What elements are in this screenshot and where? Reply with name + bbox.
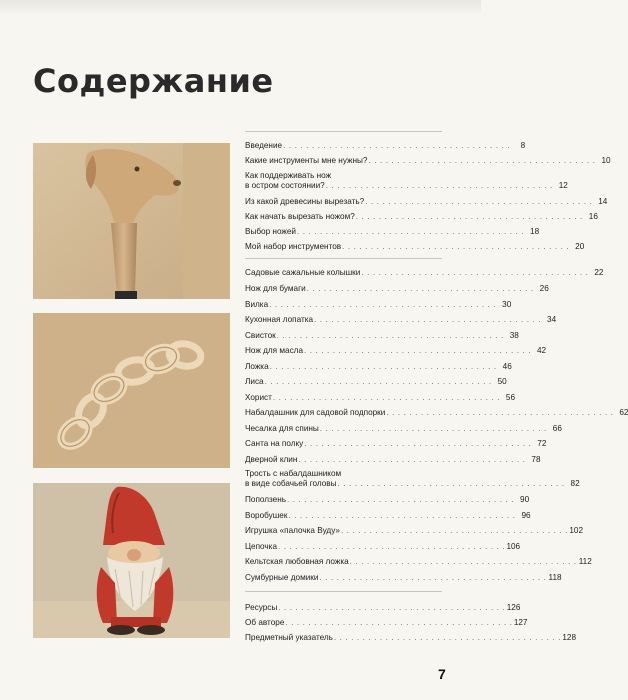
toc-leader: . . . . . . . . . . . . . . . . . . . . . . . . . . . . . . . . . . . . . . . . [264, 377, 492, 386]
toc-entry-label: Какие инструменты мне нужны? [245, 156, 368, 165]
toc-entry[interactable] [245, 408, 628, 418]
toc-entry[interactable] [245, 469, 580, 489]
toc-leader: . . . . . . . . . . . . . . . . . . . . . . . . . . . . . . . . . . . . . . . . [278, 603, 506, 612]
toc-entry-label: Ресурсы [245, 603, 278, 612]
toc-entry-label: Дверной клин [245, 455, 298, 464]
toc-leader: . . . . . . . . . . . . . . . . . . . . . . . . . . . . . . . . . . . . . . . . [333, 633, 562, 642]
toc-leader: . . . . . . . . . . . . . . . . . . . . . . . . . . . . . . . . . . . . . . . . [325, 180, 553, 190]
toc-entry[interactable] [245, 424, 562, 434]
toc-entry[interactable] [245, 618, 528, 628]
dog-cane-photo [33, 143, 230, 299]
toc-entry-label: Набалдашник для садовой подпорки [245, 408, 386, 417]
toc-entry-page: 50 [497, 377, 507, 386]
toc-entry[interactable] [245, 212, 598, 222]
toc-entry-page: 112 [578, 557, 592, 566]
toc-entry-page: 20 [575, 242, 585, 251]
toc-entry-label-continued: в остром состоянии? [245, 180, 325, 190]
toc-entry-label: Введение [245, 141, 283, 150]
toc-entry[interactable] [245, 362, 512, 372]
page-number: 7 [438, 666, 446, 682]
toc-entry-label: Как поддерживать нож [245, 171, 332, 180]
toc-leader: . . . . . . . . . . . . . . . . . . . . . . . . . . . . . . . . . . . . . . . . [368, 156, 596, 165]
toc-entry-label: Свисток [245, 331, 276, 340]
toc-entry-page: 127 [513, 618, 528, 627]
toc-entry[interactable] [245, 346, 547, 356]
toc-leader: . . . . . . . . . . . . . . . . . . . . . . . . . . . . . . . . . . . . . . . . [297, 227, 525, 236]
toc-entry[interactable] [245, 542, 521, 552]
carved-gnome-photo [33, 483, 230, 638]
toc-entry[interactable] [245, 268, 604, 278]
toc-leader: . . . . . . . . . . . . . . . . . . . . . . . . . . . . . . . . . . . . . . . . [272, 393, 501, 402]
toc-leader: . . . . . . . . . . . . . . . . . . . . . . . . . . . . . . . . . . . . . . . . [304, 439, 532, 448]
toc-entry[interactable] [245, 377, 507, 387]
toc-entry-page: 128 [562, 633, 577, 642]
toc-entry-page: 126 [506, 603, 521, 612]
toc-entry[interactable] [245, 227, 540, 237]
toc-entry-page: 12 [558, 180, 568, 190]
toc-entry[interactable] [245, 633, 577, 643]
toc-entry-label: Санта на полку [245, 439, 304, 448]
toc-entry-page: 10 [601, 156, 611, 165]
toc-leader: . . . . . . . . . . . . . . . . . . . . . . . . . . . . . . . . . . . . . . . . [285, 618, 513, 627]
toc-entry-label: Выбор ножей [245, 227, 297, 236]
toc-leader: . . . . . . . . . . . . . . . . . . . . . . . . . . . . . . . . . . . . . . . . [283, 141, 511, 150]
toc-leader: . . . . . . . . . . . . . . . . . . . . . . . . . . . . . . . . . . . . . . . . [355, 212, 583, 221]
toc-entry[interactable] [245, 573, 562, 583]
toc-entry-label: Трость с набалдашником [245, 469, 342, 478]
toc-entry-page: 42 [537, 346, 547, 355]
toc-entry-label: Об авторе [245, 618, 285, 627]
toc-entry-page: 118 [548, 573, 562, 582]
toc-entry-page: 14 [598, 197, 608, 206]
page-title: Содержание [33, 62, 274, 100]
toc-entry[interactable] [245, 315, 557, 325]
toc-entry[interactable] [245, 557, 592, 567]
toc-entry[interactable] [245, 284, 549, 294]
toc-leader: . . . . . . . . . . . . . . . . . . . . . . . . . . . . . . . . . . . . . . . . [276, 331, 504, 340]
toc-entry[interactable] [245, 393, 516, 403]
toc-entry-label: Цепочка [245, 542, 277, 551]
toc-entry-label-continued: в виде собачьей головы [245, 478, 337, 488]
toc-entry-label: Кельтская любовная ложка [245, 557, 349, 566]
toc-divider [245, 258, 442, 259]
toc-leader: . . . . . . . . . . . . . . . . . . . . . . . . . . . . . . . . . . . . . . . . [361, 268, 589, 277]
toc-entry[interactable] [245, 141, 526, 151]
toc-entry-label: Нож для масла [245, 346, 303, 355]
toc-entry-page: 30 [502, 300, 512, 309]
toc-leader: . . . . . . . . . . . . . . . . . . . . . . . . . . . . . . . . . . . . . . . . [269, 362, 497, 371]
toc-entry[interactable] [245, 603, 521, 613]
toc-entry[interactable] [245, 495, 530, 505]
toc-entry-label: Садовые сажальные колышки [245, 268, 361, 277]
toc-entry-page: 8 [520, 141, 526, 150]
toc-leader: . . . . . . . . . . . . . . . . . . . . . . . . . . . . . . . . . . . . . . . . [340, 526, 569, 535]
toc-entry-page: 82 [570, 478, 580, 488]
toc-divider [245, 591, 442, 592]
toc-leader: . . . . . . . . . . . . . . . . . . . . . . . . . . . . . . . . . . . . . . . . [386, 408, 614, 417]
toc-entry[interactable] [245, 197, 608, 207]
toc-leader: . . . . . . . . . . . . . . . . . . . . . . . . . . . . . . . . . . . . . . . . [342, 242, 570, 251]
toc-entry-page: 72 [537, 439, 547, 448]
toc-entry-page: 90 [520, 495, 530, 504]
toc-leader: . . . . . . . . . . . . . . . . . . . . . . . . . . . . . . . . . . . . . . . . [287, 495, 515, 504]
toc-entry-page: 62 [619, 408, 628, 417]
toc-leader: . . . . . . . . . . . . . . . . . . . . . . . . . . . . . . . . . . . . . . . . [288, 511, 516, 520]
toc-entry-label: Ложка [245, 362, 269, 371]
toc-entry-label: Воробушек [245, 511, 288, 520]
toc-entry[interactable] [245, 331, 519, 341]
toc-entry[interactable] [245, 242, 585, 252]
toc-entry-label: Предметный указатель [245, 633, 333, 642]
toc-leader: . . . . . . . . . . . . . . . . . . . . . . . . . . . . . . . . . . . . . . . . [337, 478, 565, 488]
toc-entry[interactable] [245, 156, 611, 166]
toc-entry-page: 106 [506, 542, 521, 551]
toc-entry-page: 66 [552, 424, 562, 433]
toc-entry-label: Нож для бумаги [245, 284, 306, 293]
toc-entry[interactable] [245, 439, 547, 449]
toc-entry-page: 38 [509, 331, 519, 340]
toc-leader: . . . . . . . . . . . . . . . . . . . . . . . . . . . . . . . . . . . . . . . . [269, 300, 497, 309]
toc-entry-label: Из какой древесины вырезать? [245, 197, 365, 206]
toc-entry-page: 56 [505, 393, 516, 402]
toc-entry-page: 102 [569, 526, 584, 535]
toc-entry-page: 46 [502, 362, 512, 371]
toc-leader: . . . . . . . . . . . . . . . . . . . . . . . . . . . . . . . . . . . . . . . . [278, 542, 506, 551]
toc-entry-label: Чесалка для спины [245, 424, 319, 433]
toc-entry-page: 78 [531, 455, 541, 464]
toc-entry[interactable] [245, 171, 568, 191]
toc-entry[interactable] [245, 300, 512, 310]
page-top-edge [0, 0, 481, 16]
toc-entry-page: 96 [521, 511, 531, 520]
toc-leader: . . . . . . . . . . . . . . . . . . . . . . . . . . . . . . . . . . . . . . . . [306, 284, 534, 293]
toc-entry-label: Игрушка «палочка Вуду» [245, 526, 340, 535]
toc-entry-page: 18 [530, 227, 540, 236]
toc-entry-label: Мой набор инструментов [245, 242, 342, 251]
toc-leader: . . . . . . . . . . . . . . . . . . . . . . . . . . . . . . . . . . . . . . . . [319, 573, 547, 582]
toc-entry-label: Как начать вырезать ножом? [245, 212, 355, 221]
toc-entry-label: Хорист [245, 393, 272, 402]
toc-entry-label: Поползень [245, 495, 287, 504]
toc-entry[interactable] [245, 511, 531, 521]
toc-leader: . . . . . . . . . . . . . . . . . . . . . . . . . . . . . . . . . . . . . . . . [304, 346, 532, 355]
toc-entry[interactable] [245, 455, 541, 465]
toc-entry-page: 26 [539, 284, 549, 293]
wooden-chain-photo [33, 313, 230, 468]
toc-divider [245, 131, 442, 132]
toc-leader: . . . . . . . . . . . . . . . . . . . . . . . . . . . . . . . . . . . . . . . . [314, 315, 542, 324]
toc-leader: . . . . . . . . . . . . . . . . . . . . . . . . . . . . . . . . . . . . . . . . [319, 424, 547, 433]
toc-entry-label: Сумбурные домики [245, 573, 319, 582]
toc-entry-label: Лиса [245, 377, 264, 386]
toc-entry-label: Вилка [245, 300, 269, 309]
toc-leader: . . . . . . . . . . . . . . . . . . . . . . . . . . . . . . . . . . . . . . . . [349, 557, 577, 566]
toc-entry-label: Кухонная лопатка [245, 315, 314, 324]
toc-entry[interactable] [245, 526, 584, 536]
toc-entry-page: 34 [547, 315, 557, 324]
toc-entry-page: 22 [594, 268, 604, 277]
toc-leader: . . . . . . . . . . . . . . . . . . . . . . . . . . . . . . . . . . . . . . . . [298, 455, 526, 464]
toc-entry-page: 16 [588, 212, 598, 221]
toc-leader: . . . . . . . . . . . . . . . . . . . . . . . . . . . . . . . . . . . . . . . . [365, 197, 593, 206]
